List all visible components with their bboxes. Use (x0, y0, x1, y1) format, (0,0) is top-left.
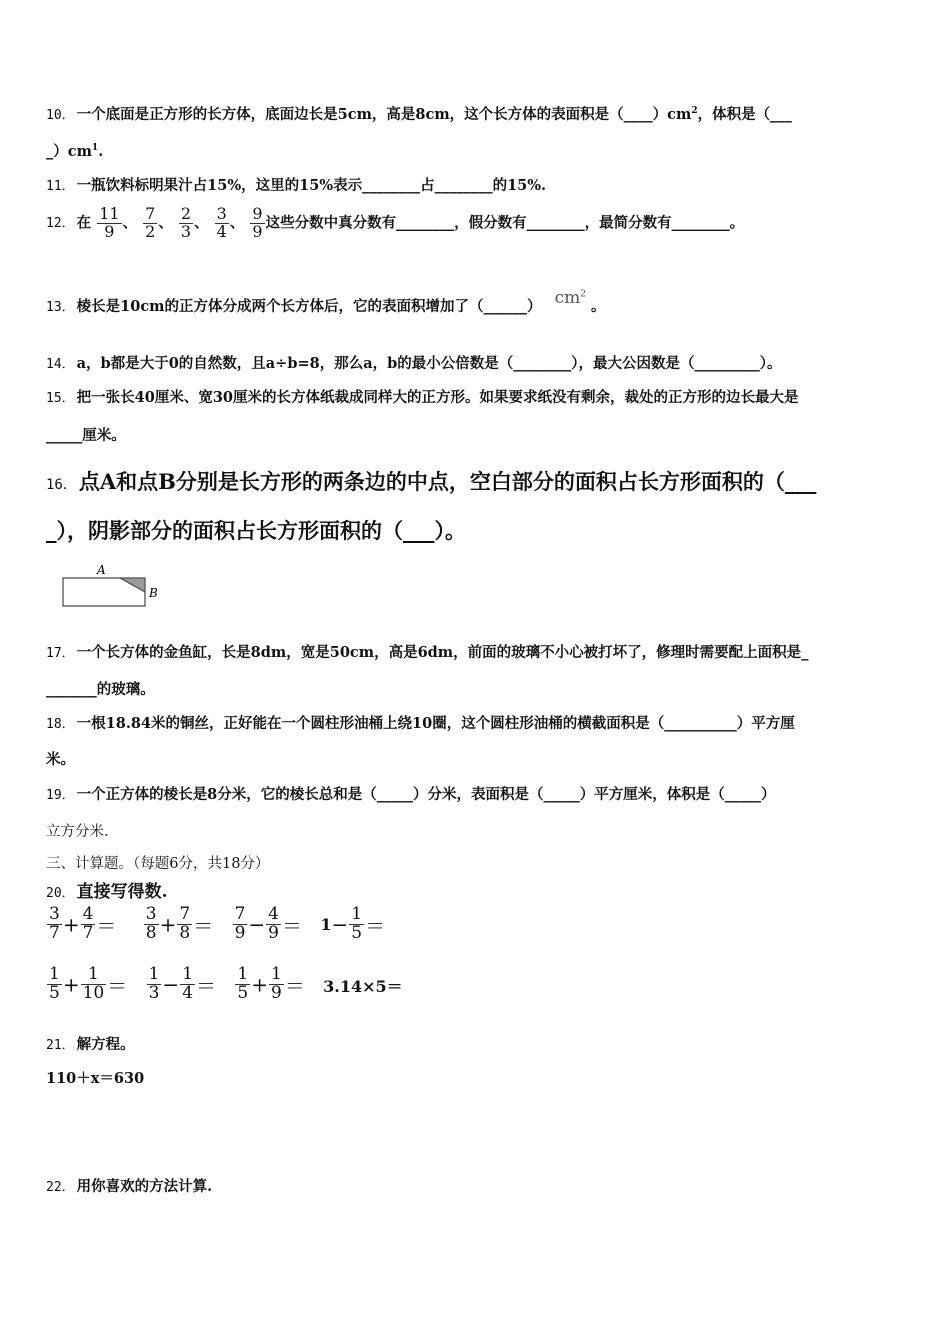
question-16: 16．点A和点B分别是长方形的两条边的中点，空白部分的面积占长方形面积的（___ (46, 469, 817, 494)
calc-row-2 (46, 966, 415, 1003)
question-12: 12． 在 $\frac{11}{9}$ 、 $\frac{7}{2}$ 、 $\frac{2}{3}$ 、 $\frac{3}{4}$ 、 $\frac{9}{9}$ 这些分数中真分数有________，假分数有________，最简分数有________。 (46, 204, 745, 241)
question-16-cont: _），阴影部分的面积占长方形面积的（___）。 (46, 518, 466, 543)
calc-item: $\frac{1}{3}$ − $\frac{1}{4}$ ＝ (148, 964, 217, 1003)
rectangle-figure (58, 560, 168, 610)
calc-item: 3.14×5＝ (323, 976, 403, 996)
calc-item: $\frac{1}{5}$ + $\frac{1}{9}$ ＝ (237, 964, 305, 1003)
label-a: A (97, 563, 106, 577)
question-15-cont: _____厘米。 (46, 427, 126, 444)
fraction: $\frac{2}{3}$ (180, 204, 192, 241)
calc-item: $\frac{3}{7}$ + $\frac{4}{7}$ ＝ (49, 904, 117, 943)
calc-row-1 (46, 906, 397, 943)
calc-item: $\frac{7}{9}$ − $\frac{4}{9}$ ＝ (234, 904, 302, 943)
calc-item: $\frac{1}{5}$ + $\frac{1}{10}$ ＝ (49, 964, 128, 1003)
question-10-cont: $\_)cm^1$. (46, 143, 104, 160)
equation-21: 110＋x＝630 (46, 1070, 145, 1087)
question-18-cont: 米。 (46, 751, 75, 768)
unit-cm2: $cm^2$ (554, 288, 586, 308)
question-19: 19． 一个正方体的棱长是8分米，它的棱长总和是（_____）分米，表面积是（_____）平方厘米，体积是（_____） (46, 786, 776, 803)
question-17: 17． 一个长方体的金鱼缸，长是8dm，宽是50cm，高是6dm，前面的玻璃不小心被打坏了，修理时需要配上面积是_ (46, 644, 809, 661)
question-15: 15． 把一张长40厘米、宽30厘米的长方体纸裁成同样大的正方形。如果要求纸没有剩余，裁处的正方形的边长最大是 (46, 389, 799, 406)
question-20: 20． 直接写得数. (46, 882, 168, 902)
question-13: 13． 棱长是10cm的正方体分成两个长方体后，它的表面积增加了（______） $cm^2$ 。 (46, 288, 606, 315)
calc-item: 1− $\frac{1}{5}$ ＝ (320, 904, 386, 943)
question-22: 22． 用你喜欢的方法计算. (46, 1178, 213, 1195)
label-b: B (149, 586, 158, 600)
question-17-cont: _______的玻璃。 (46, 681, 155, 698)
fraction: $\frac{3}{4}$ (216, 204, 227, 241)
section-3-title: 三、计算题。（每题6分，共18分） (46, 856, 270, 872)
fraction: $\frac{9}{9}$ (252, 204, 263, 241)
question-18: 18． 一根18.84米的铜丝，正好能在一个圆柱形油桶上绕10圈，这个圆柱形油桶的横截面积是（__________）平方厘 (46, 715, 795, 732)
question-11: 11． 一瓶饮料标明果汁占15%，这里的15%表示________占________的15%. (46, 177, 547, 194)
question-21: 21． 解方程。 (46, 1036, 135, 1053)
fraction: $\frac{11}{9}$ (99, 204, 120, 241)
fraction: $\frac{7}{2}$ (145, 204, 156, 241)
calc-item: $\frac{3}{8}$ + $\frac{7}{8}$ ＝ (145, 904, 214, 943)
question-14: 14． a，b都是大于0的自然数，且a÷b=8，那么a，b的最小公倍数是（________），最大公因数是（_________）。 (46, 355, 782, 372)
question-10: 10． 一个底面是正方形的长方体，底面边长是5cm，高是8cm，这个长方体的表面积是$(\_\_\_\_)cm^2$，体积是（___ (46, 106, 792, 123)
question-19-cont: 立方分米. (46, 824, 109, 840)
